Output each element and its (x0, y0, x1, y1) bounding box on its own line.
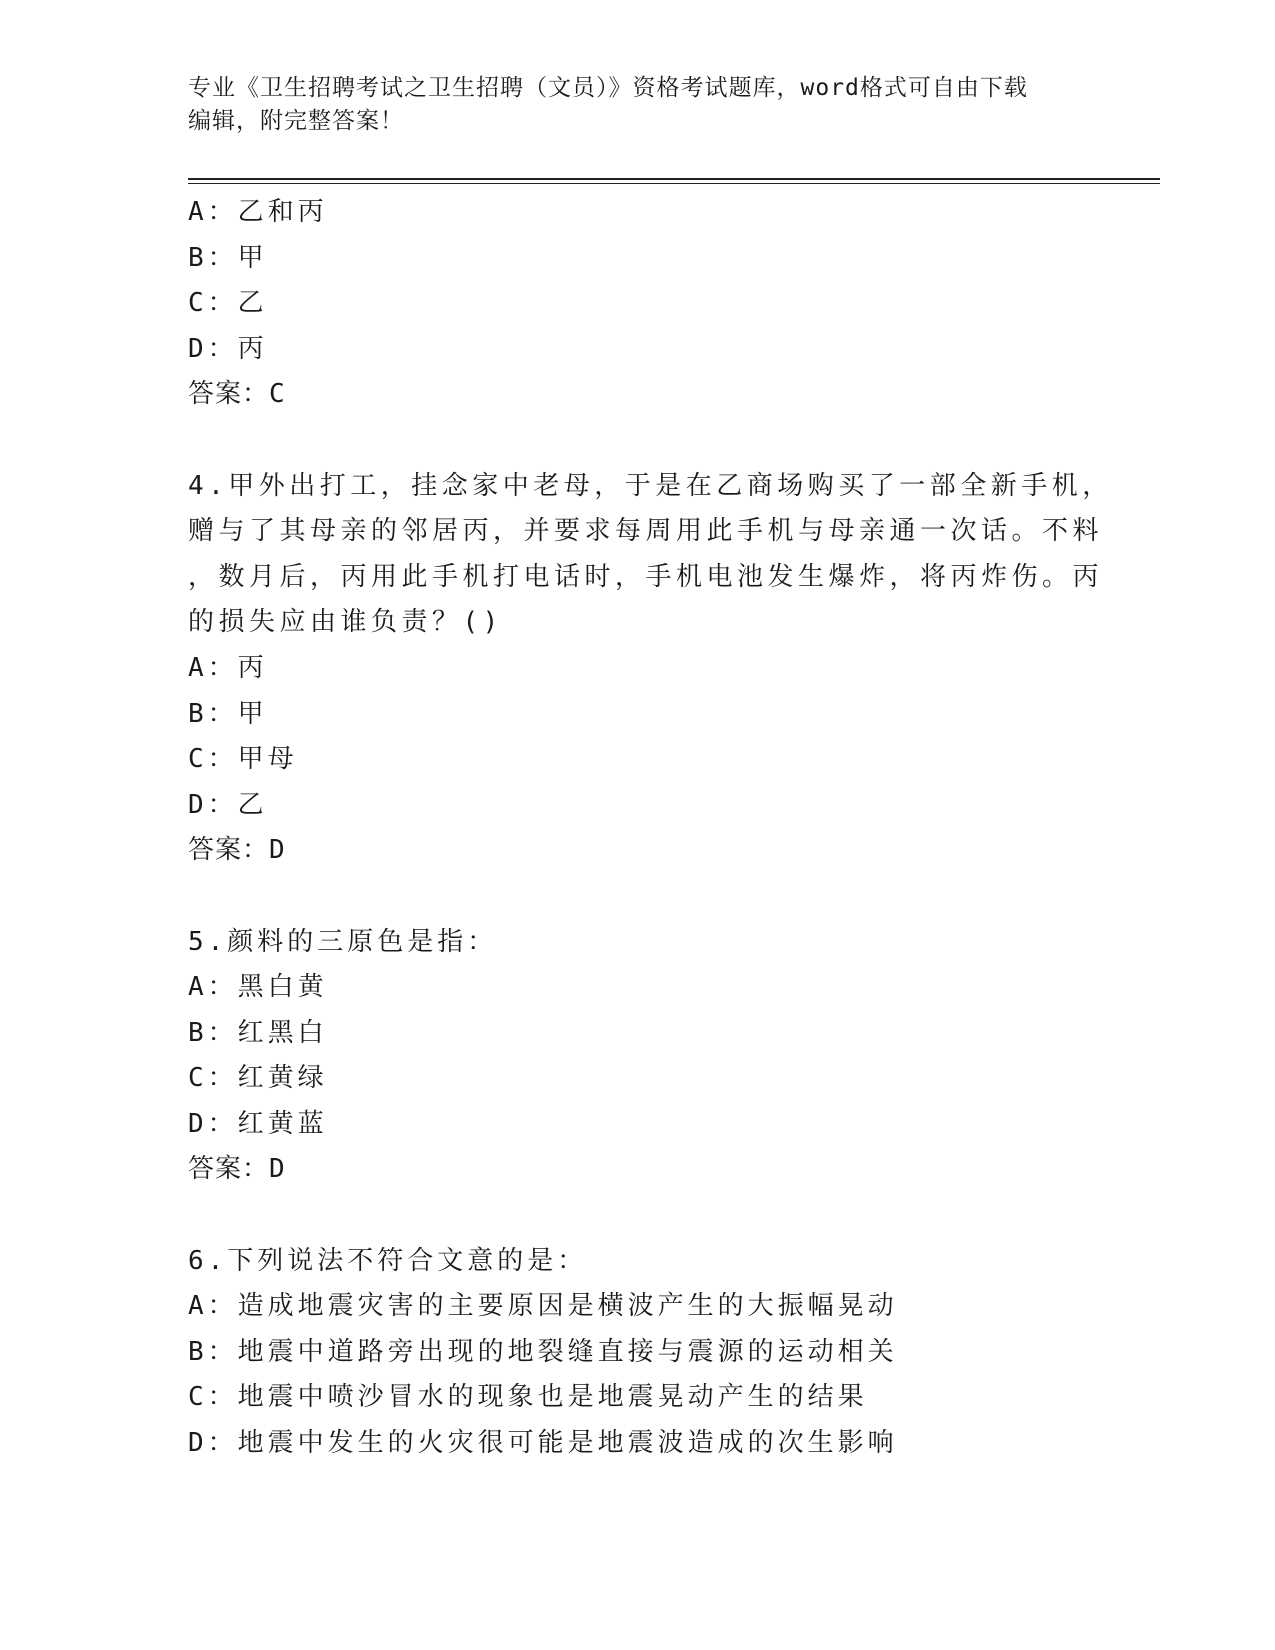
option-b: B：红黑白 (188, 1017, 328, 1048)
question-text-line: 6.下列说法不符合文意的是： (188, 1245, 588, 1276)
spacer (188, 418, 1088, 464)
question-6 (188, 1239, 1088, 1467)
header-divider-thin (188, 183, 1160, 184)
option-a: A：乙和丙 (188, 197, 328, 227)
option-a: A：黑白黄 (188, 972, 328, 1003)
option-d: D：丙 (188, 333, 268, 364)
question-text-line: 的损失应由谁负责？() (188, 607, 503, 638)
header-line-2: 编辑，附完整答案！ (188, 108, 404, 134)
question-text-line: 赠与了其母亲的邻居丙，并要求每周用此手机与母亲通一次话。不料 (188, 516, 1104, 547)
header-divider-thick (188, 178, 1160, 180)
option-c: C：甲母 (188, 744, 298, 775)
answer-line: 答案：D (188, 1154, 286, 1185)
spacer (188, 874, 1088, 920)
question-text-line: 5.颜料的三原色是指： (188, 926, 498, 957)
question-text-line: ，数月后，丙用此手机打电话时，手机电池发生爆炸，将丙炸伤。丙 (188, 561, 1104, 592)
option-d: D：地震中发生的火灾很可能是地震波造成的次生影响 (188, 1428, 898, 1459)
question-4-options (188, 646, 1088, 874)
option-b: B：甲 (188, 698, 268, 729)
option-b: B：甲 (188, 242, 268, 273)
document-header (188, 72, 1088, 138)
option-c: C：红黄绿 (188, 1063, 328, 1094)
question-text-line: 4.甲外出打工，挂念家中老母，于是在乙商场购买了一部全新手机， (188, 470, 1113, 501)
option-a: A：造成地震灾害的主要原因是横波产生的大振幅晃动 (188, 1291, 898, 1322)
question-5 (188, 920, 1088, 1194)
answer-line: 答案：D (188, 835, 286, 866)
option-b: B：地震中道路旁出现的地裂缝直接与震源的运动相关 (188, 1336, 898, 1367)
option-a: A：丙 (188, 652, 268, 683)
question-3 (188, 190, 1088, 418)
option-c: C：地震中喷沙冒水的现象也是地震晃动产生的结果 (188, 1382, 868, 1413)
option-c: C：乙 (188, 288, 268, 319)
question-4 (188, 464, 1113, 646)
answer-line: 答案：C (188, 379, 286, 410)
question-content (188, 190, 1113, 1467)
option-d: D：红黄蓝 (188, 1108, 328, 1139)
option-d: D：乙 (188, 789, 268, 820)
header-line-1: 专业《卫生招聘考试之卫生招聘（文员）》资格考试题库，word格式可自由下载 (188, 75, 1028, 101)
spacer (188, 1193, 1088, 1239)
